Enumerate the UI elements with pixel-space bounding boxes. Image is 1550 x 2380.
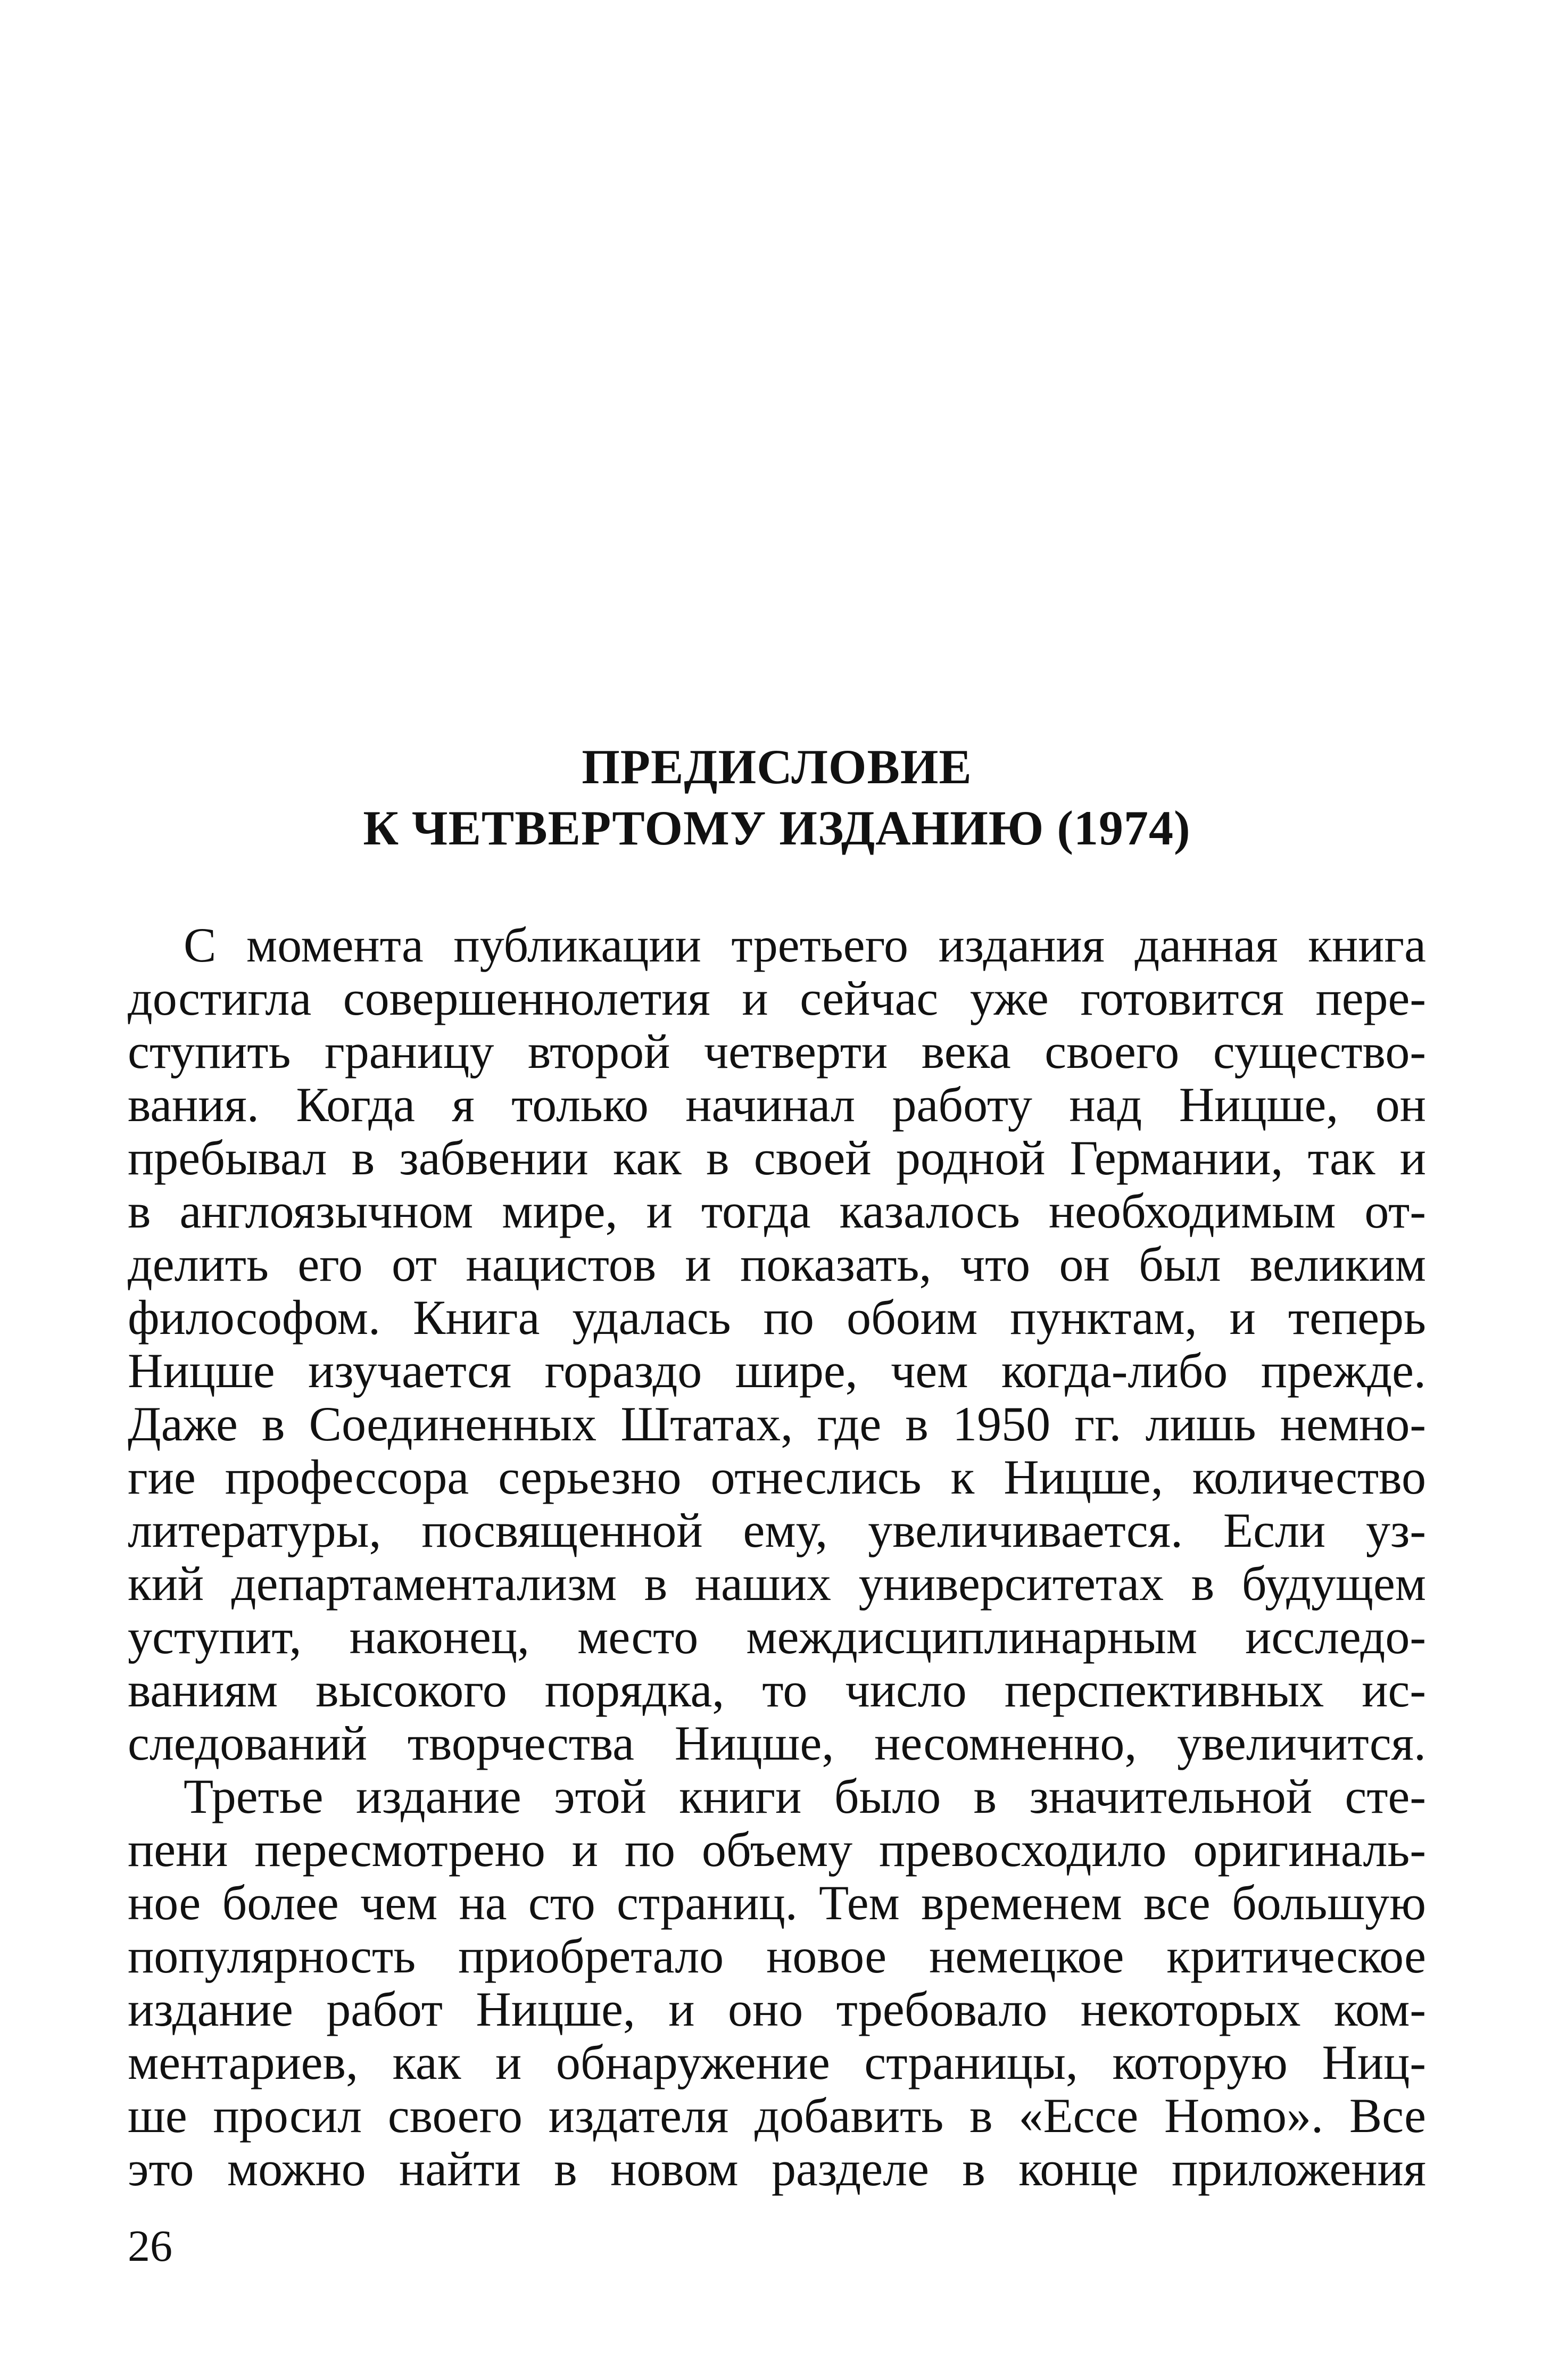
text-line: вания. Когда я только начинал работу над Ницше, он [128, 1077, 1426, 1132]
chapter-title: ПРЕДИСЛОВИЕ [582, 740, 972, 794]
text-line: философом. Книга удалась по обоим пунктам, и теперь [128, 1290, 1426, 1345]
text-line: ступить границу второй четверти века своего существо- [128, 1024, 1426, 1079]
text-line: пени пересмотрено и по объему превосходило оригиналь- [128, 1822, 1426, 1877]
text-line: достигла совершеннолетия и сейчас уже готовится пере- [128, 971, 1426, 1025]
text-line: издание работ Ницше, и оно требовало некоторых ком- [128, 1982, 1426, 2036]
text-line: уступит, наконец, место междисциплинарным исследо- [128, 1610, 1426, 1664]
text-line: литературы, посвященной ему, увеличивается. Если уз- [128, 1503, 1426, 1557]
text-line: ше просил своего издателя добавить в «Ecce Homo». Все [128, 2088, 1426, 2143]
text-line: Ницше изучается гораздо шире, чем когда-либо прежде. [128, 1344, 1426, 1398]
text-line: Даже в Соединенных Штатах, где в 1950 гг. лишь немно- [128, 1397, 1426, 1451]
text-line: ваниям высокого порядка, то число перспективных ис- [128, 1663, 1426, 1717]
text-line: кий департаментализм в наших университетах в будущем [128, 1556, 1426, 1611]
text-line: делить его от нацистов и показать, что он был великим [128, 1237, 1426, 1291]
text-line: в англоязычном мире, и тогда казалось необходимым от- [128, 1184, 1426, 1238]
text-line: гие профессора серьезно отнеслись к Ницше, количество [128, 1450, 1426, 1504]
page-number: 26 [128, 2221, 172, 2271]
text-line: следований творчества Ницше, несомненно, увеличится. [128, 1716, 1426, 1770]
text-line: Третье издание этой книги было в значительной сте- [184, 1769, 1426, 1823]
text-line: это можно найти в новом разделе в конце приложения [128, 2142, 1426, 2196]
text-line: ментариев, как и обнаружение страницы, которую Ниц- [128, 2035, 1426, 2089]
text-line: пребывал в забвении как в своей родной Германии, так и [128, 1131, 1426, 1185]
chapter-subtitle: К ЧЕТВЕРТОМУ ИЗДАНИЮ (1974) [363, 801, 1191, 855]
text-line: популярность приобретало новое немецкое критическое [128, 1929, 1426, 1983]
text-line: ное более чем на сто страниц. Тем временем все большую [128, 1876, 1426, 1930]
text-line: С момента публикации третьего издания данная книга [184, 918, 1426, 972]
